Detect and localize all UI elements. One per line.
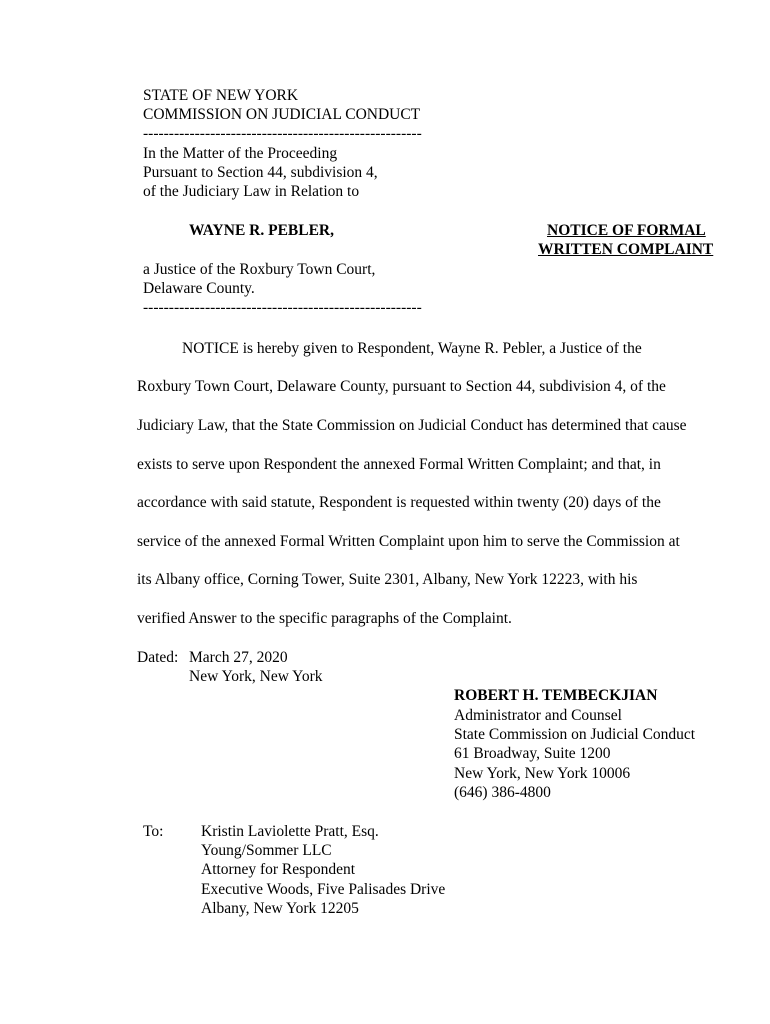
recipient-firm: Young/Sommer LLC: [201, 842, 332, 859]
caption-divider-bottom: ------------------------------------------------------: [143, 299, 422, 316]
body-line-3: Judiciary Law, that the State Commission on Judicial Conduct has determined that cause: [137, 417, 687, 434]
matter-line-2: Pursuant to Section 44, subdivision 4,: [143, 164, 378, 181]
recipient-role: Attorney for Respondent: [201, 861, 356, 878]
dated-date: March 27, 2020: [189, 649, 288, 666]
signatory-phone: (646) 386-4800: [454, 784, 551, 801]
matter-line-1: In the Matter of the Proceeding: [143, 145, 338, 162]
respondent-name: WAYNE R. PEBLER,: [189, 222, 334, 239]
signatory-address-2: New York, New York 10006: [454, 765, 631, 782]
document-title-line-1: NOTICE OF FORMAL: [547, 222, 706, 239]
signatory-org: State Commission on Judicial Conduct: [454, 726, 696, 743]
body-line-8: verified Answer to the specific paragraphs of the Complaint.: [137, 610, 512, 627]
body-line-1: NOTICE is hereby given to Respondent, Wayne R. Pebler, a Justice of the: [182, 340, 642, 357]
dated-place: New York, New York: [189, 668, 323, 685]
recipient-address-2: Albany, New York 12205: [201, 900, 359, 917]
body-line-4: exists to serve upon Respondent the annexed Formal Written Complaint; and that, in: [137, 456, 661, 473]
signatory-address-1: 61 Broadway, Suite 1200: [454, 745, 611, 762]
commission-heading: COMMISSION ON JUDICIAL CONDUCT: [143, 106, 421, 123]
document-title-line-2: WRITTEN COMPLAINT: [538, 241, 714, 258]
signatory-title: Administrator and Counsel: [454, 707, 622, 724]
dated-label: Dated:: [137, 649, 179, 666]
recipient-address-1: Executive Woods, Five Palisades Drive: [201, 881, 446, 898]
body-line-7: its Albany office, Corning Tower, Suite 2301, Albany, New York 12223, with his: [137, 571, 638, 588]
signatory-name: ROBERT H. TEMBECKJIAN: [454, 687, 658, 704]
caption-divider-top: ------------------------------------------------------: [143, 125, 422, 142]
respondent-desc-1: a Justice of the Roxbury Town Court,: [143, 261, 376, 278]
body-line-2: Roxbury Town Court, Delaware County, pursuant to Section 44, subdivision 4, of the: [137, 378, 666, 395]
body-line-6: service of the annexed Formal Written Complaint upon him to serve the Commission at: [137, 533, 680, 550]
recipient-name: Kristin Laviolette Pratt, Esq.: [201, 823, 379, 840]
respondent-desc-2: Delaware County.: [143, 280, 255, 297]
to-label: To:: [143, 823, 164, 840]
matter-line-3: of the Judiciary Law in Relation to: [143, 183, 360, 200]
state-heading: STATE OF NEW YORK: [143, 87, 299, 104]
body-line-5: accordance with said statute, Respondent is requested within twenty (20) days of the: [137, 494, 661, 511]
